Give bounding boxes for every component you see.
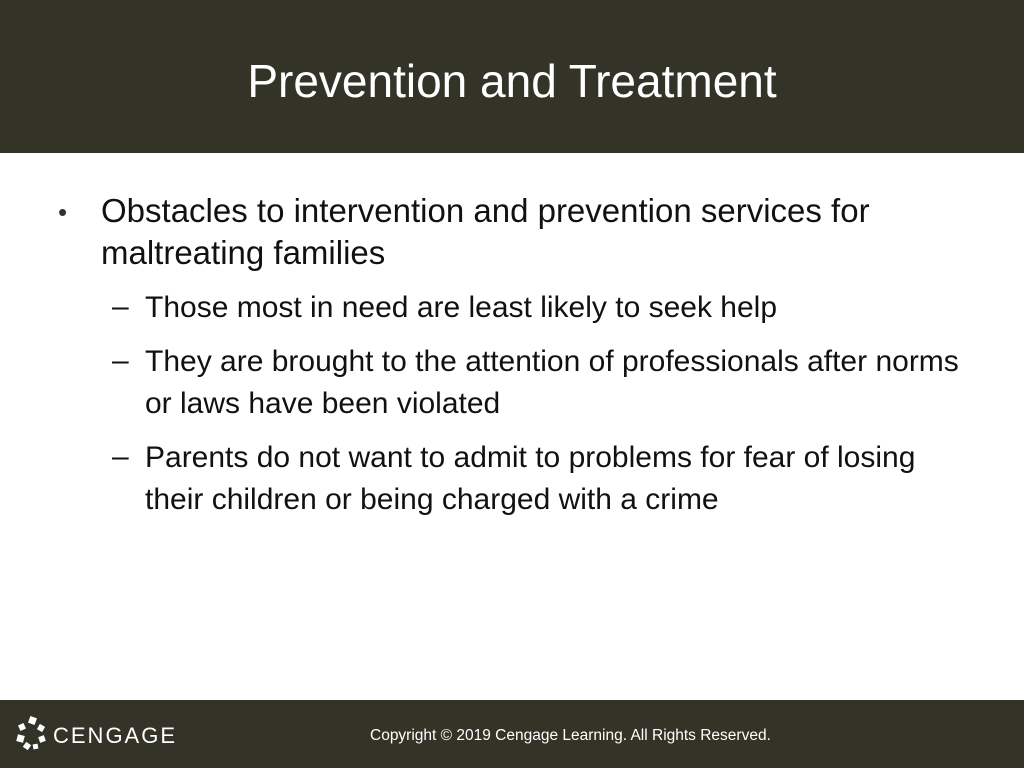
brand-name: CENGAGE bbox=[53, 723, 178, 748]
dash-icon: – bbox=[112, 440, 129, 473]
cengage-logo-icon bbox=[16, 716, 50, 752]
bullet-text: Obstacles to intervention and prevention services for maltreating families bbox=[101, 192, 870, 271]
slide-title: Prevention and Treatment bbox=[247, 55, 777, 107]
bullet-dot-icon: • bbox=[58, 197, 68, 227]
footer-band bbox=[0, 700, 1024, 768]
sub-bullet-text: Those most in need are least likely to seek help bbox=[145, 291, 778, 324]
cengage-logo bbox=[16, 716, 176, 752]
sub-bullet-text: Parents do not want to admit to problems for fear of losing their children or being charged with a crime bbox=[145, 441, 916, 516]
dash-icon: – bbox=[112, 344, 129, 377]
sub-bullet-text: They are brought to the attention of professionals after norms or laws have been violated bbox=[145, 345, 959, 420]
copyright-text: Copyright © 2019 Cengage Learning. All Rights Reserved. bbox=[370, 727, 771, 744]
dash-icon: – bbox=[112, 290, 129, 323]
